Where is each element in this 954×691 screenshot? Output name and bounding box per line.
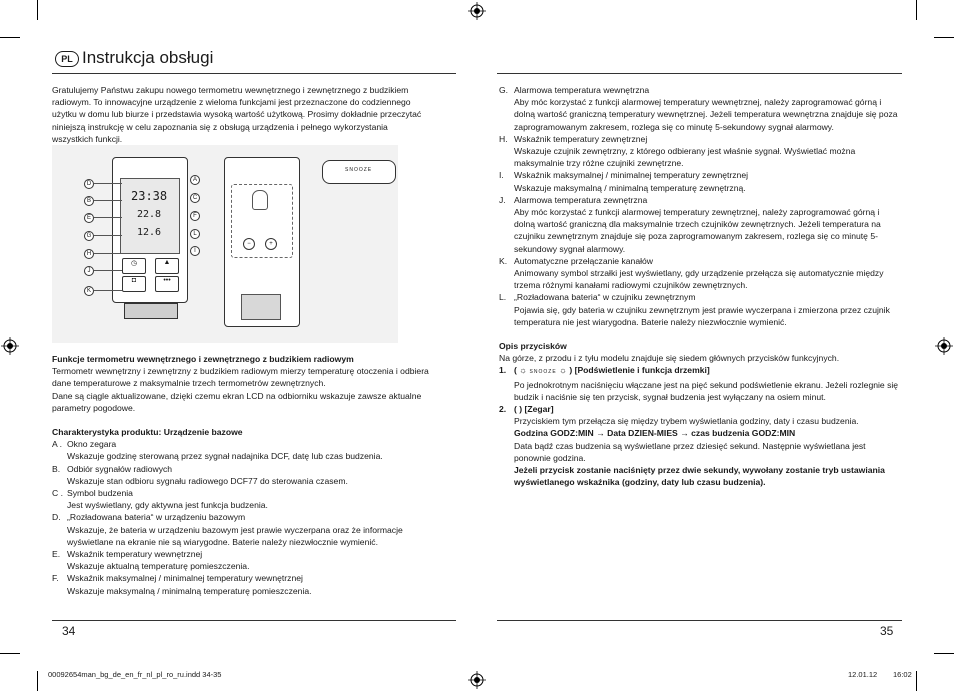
lcd-time: 23:38 <box>131 189 168 203</box>
label-j: J <box>84 266 94 276</box>
plus-button: + <box>265 238 277 250</box>
crop-mark <box>916 671 917 691</box>
list-item: B. Odbiór sygnałów radiowych <box>52 463 173 474</box>
list-item-desc: Wskazuje godzinę sterowaną przez sygnał nadajnika DCF, datę lub czas budzenia. <box>67 451 383 462</box>
bottom-rule <box>497 620 902 621</box>
registration-mark-icon <box>468 671 486 689</box>
leader-line <box>94 200 122 201</box>
list-item: J. Alarmowa temperatura zewnętrzna <box>499 194 648 205</box>
list-item-desc: Animowany symbol strzałki jest wyświetlany, gdy urządzenie przełącza się automatycznie między trzema różnymi kanałami radiowymi czujników zewnętrznych. <box>514 268 884 291</box>
minus-button: − <box>243 238 255 250</box>
top-rule <box>52 73 456 74</box>
list-item-desc: Wskazuje, że bateria w urządzeniu bazowym jest prawie wyczerpana oraz że informacje wyświetlane na ekranie nie są wiarygodne. Baterie należy niezwłocznie wymienić. <box>67 524 403 547</box>
registration-mark-icon <box>935 337 953 355</box>
arrow-right-icon: → <box>680 428 689 439</box>
leader-line <box>94 183 122 184</box>
list-item: K. Automatyczne przełączanie kanałów <box>499 255 654 266</box>
crop-mark <box>916 0 917 20</box>
page-title: Instrukcja obsługi <box>82 48 214 67</box>
list-item-desc: Wskazuje aktualną temperaturę pomieszczenia. <box>67 561 250 572</box>
list-item: C . Symbol budzenia <box>52 488 133 499</box>
list-item-desc: Wskazuje czujnik zewnętrzny, z którego odbierany jest właśnie sygnał. Wyświetlać można maksymalnie trzy różne czujniki zewnętrzne. <box>514 146 856 169</box>
snooze-label: SNOOZE <box>345 167 373 173</box>
leader-line <box>94 253 122 254</box>
label-c: C <box>190 193 200 203</box>
alarm-button: ◘ <box>122 276 146 292</box>
label-g: G <box>84 231 94 241</box>
leader-line <box>94 290 122 291</box>
list-item: A . Okno zegara <box>52 439 117 450</box>
registration-mark-icon <box>468 2 486 20</box>
device-top-view <box>322 160 396 184</box>
leader-line <box>94 217 122 218</box>
list-item-desc: Aby móc korzystać z funkcji alarmowej temperatury zewnętrznej, należy zaprogramować górną i dolną wartość graniczną dla maksymalnie trzech czujników zewnętrznych. Jeżeli temperatura na czujniku zewnętrznym znajduje się poza zaprogramowanym zakresem, rozlega się co minutę 5-sekundowy sygnał alarmowy. <box>514 207 881 254</box>
button-1-title: 1. ( ☼ SNOOZE ☼ ) [Podświetlenie i funkcja drzemki] <box>499 365 710 376</box>
crop-mark <box>934 653 954 654</box>
label-d: D <box>84 179 94 189</box>
buttons-heading: Opis przycisków <box>499 341 567 352</box>
sun-icon: ☼ <box>519 365 528 376</box>
page-number-left: 34 <box>62 624 76 638</box>
device-back <box>224 157 300 327</box>
snooze-label: SNOOZE <box>529 369 557 376</box>
button-1-desc: Po jednokrotnym naciśnięciu włączane jest na pięć sekund podświetlenie ekranu. Jeżeli rozlegnie się budzik i naciśnie się ten przycisk, sygnał budzenia jest wyłączany na osiem minut. <box>514 379 899 402</box>
crop-mark <box>37 671 38 691</box>
lcd-display <box>120 178 180 254</box>
product-figure <box>52 145 398 343</box>
device-stand <box>124 303 178 319</box>
left-column-lower <box>52 353 437 597</box>
list-item: E. Wskaźnik temperatury wewnętrznej <box>52 549 203 560</box>
crop-mark <box>0 653 20 654</box>
device-front <box>112 157 188 303</box>
clock-button: ◷ <box>122 258 146 274</box>
button-2-sequence: Godzina GODZ:MIN → Data DZIEN-MIES → czas budzenia GODZ:MIN <box>514 428 796 439</box>
crop-mark <box>37 0 38 20</box>
leader-line <box>94 270 122 271</box>
registration-mark-icon <box>1 337 19 355</box>
list-item-desc: Wskazuje maksymalną / minimalną temperaturę zewnętrzną. <box>514 182 746 193</box>
list-item: H. Wskaźnik temperatury zewnętrznej <box>499 133 648 144</box>
functions-heading: Funkcje termometru wewnętrznego i zewnętrznego z budzikiem radiowym <box>52 354 354 364</box>
functions-text-2: Dane są ciągle aktualizowane, dzięki czemu ekran LCD na odbiorniku wskazuje zawsze aktualne parametry pogodowe. <box>52 390 422 413</box>
lcd-temp-out: 12.6 <box>137 227 162 238</box>
left-column <box>52 84 427 145</box>
arrow-right-icon: → <box>596 428 605 439</box>
label-i: I <box>190 246 200 256</box>
list-item-desc: Aby móc korzystać z funkcji alarmowej temperatury wewnętrznej, należy zaprogramować górną i dolną wartość graniczną temperatury wewnętrznej. Jeżeli temperatura wewnętrzna znajduje się poza zaprogramowanym zakresem, rozlega się co minutę 5-sekundowy sygnał alarmowy. <box>514 97 898 132</box>
right-column <box>499 84 899 489</box>
buttons-intro: Na górze, z przodu i z tyłu modelu znajduje się siedem głównych przycisków funkcyjnych. <box>499 353 840 364</box>
list-item: L. „Rozładowana bateria“ w czujniku zewnętrznym <box>499 292 696 303</box>
button-2-long-press: Jeżeli przycisk zostanie naciśnięty przez dwie sekundy, wywołany zostanie tryb ustawiania wyświetlanego wskaźnika (godziny, daty lub czasu budzenia). <box>514 465 885 488</box>
back-stand <box>241 294 281 320</box>
list-item: D. „Rozładowana bateria“ w urządzeniu bazowym <box>52 512 246 523</box>
label-h: H <box>84 249 94 259</box>
button-2-desc: Przyciskiem tym przełącza się między trybem wyświetlania godziny, daty i czasu budzenia. <box>514 416 859 427</box>
footer-time: 16:02 <box>893 670 912 679</box>
button-2-desc-2: Data bądź czas budzenia są wyświetlane przez dziesięć sekund. Następnie wyświetlana jest ponownie godzina. <box>514 440 866 463</box>
characteristics-heading: Charakterystyka produktu: Urządzenie bazowe <box>52 427 243 438</box>
hanging-hole <box>252 190 268 210</box>
list-item: F. Wskaźnik maksymalnej / minimalnej temperatury wewnętrznej <box>52 573 303 584</box>
footer-date: 12.01.12 <box>848 670 878 679</box>
page-number-right: 35 <box>880 624 894 638</box>
bottom-rule <box>52 620 456 621</box>
top-rule <box>497 73 902 74</box>
list-item: I. Wskaźnik maksymalnej / minimalnej temperatury zewnętrznej <box>499 170 749 181</box>
footer-filename: 00092654man_bg_de_en_fr_nl_pl_ro_ru.indd 34-35 <box>48 670 222 679</box>
language-badge: PL <box>55 51 79 67</box>
leader-line <box>94 235 122 236</box>
functions-text: Termometr wewnętrzny i zewnętrzny z budzikiem radiowym mierzy temperaturę otoczenia i odbiera dane temperaturowe z maksymalnie trzech termometrów zewnętrznych. <box>52 366 429 389</box>
list-item-desc: Wskazuje maksymalną / minimalną temperaturę pomieszczenia. <box>67 585 312 596</box>
label-l: L <box>190 229 200 239</box>
channel-button: ••• <box>155 276 179 292</box>
sun-icon: ☼ <box>559 365 567 376</box>
list-item-desc: Pojawia się, gdy bateria w czujniku zewnętrznym jest prawie wyczerpana i zmierzona przez czujnik temperatura nie jest wiarygodna. Baterie należy niezwłocznie wymienić. <box>514 304 890 327</box>
label-f: F <box>190 211 200 221</box>
label-a: A <box>190 175 200 185</box>
intro-paragraph: Gratulujemy Państwu zakupu nowego termometru wewnętrznego i zewnętrznego z budzikiem radiowym. To innowacyjne urządzenie z wieloma funkcjami jest przeznaczone do codziennego użytku w domu lub biurze i przedstawia wysoką wartość użytkową. Prosimy dokładnie przeczytać niniejszą instrukcję w celu zapoznania się z obsługą urządzenia i pełnego wykorzystania wszystkich funkcji. <box>52 85 422 144</box>
crop-mark <box>0 37 20 38</box>
up-button: ▲ <box>155 258 179 274</box>
label-b: B <box>84 196 94 206</box>
list-item: G. Alarmowa temperatura wewnętrzna <box>499 85 650 95</box>
label-k: K <box>84 286 94 296</box>
button-2-title: 2. ( ) [Zegar] <box>499 404 554 415</box>
crop-mark <box>934 37 954 38</box>
list-item-desc: Jest wyświetlany, gdy aktywna jest funkcja budzenia. <box>67 500 268 511</box>
list-item-desc: Wskazuje stan odbioru sygnału radiowego DCF77 do sterowania czasem. <box>67 475 348 486</box>
lcd-temp-in: 22.8 <box>137 209 162 220</box>
label-e: E <box>84 213 94 223</box>
